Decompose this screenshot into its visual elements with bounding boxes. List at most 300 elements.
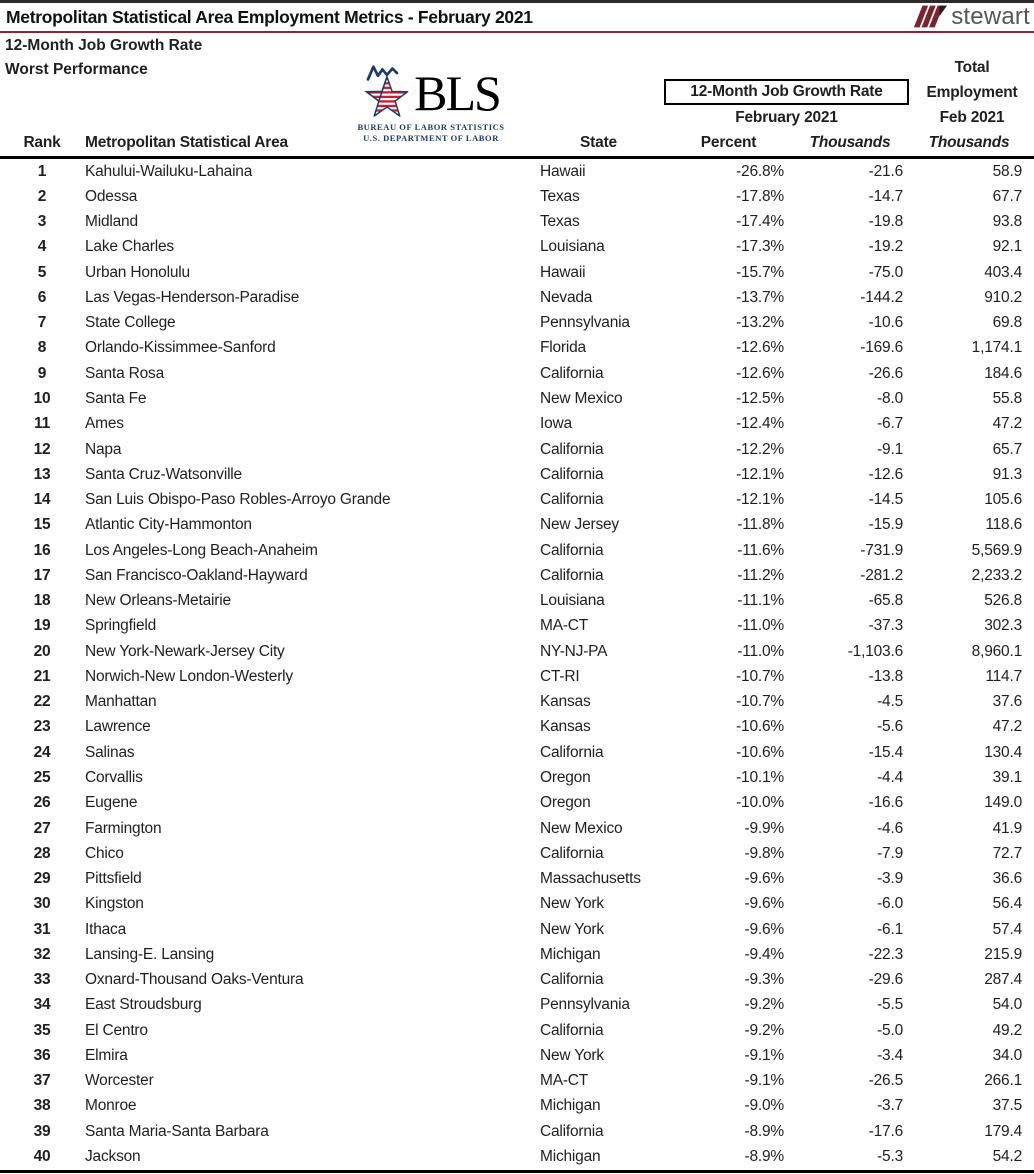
state-cell: Hawaii <box>540 263 586 281</box>
table-row <box>0 715 1034 740</box>
bls-acronym: BLS <box>414 64 500 121</box>
percent-cell: -9.6% <box>744 895 784 913</box>
percent-cell: -11.1% <box>737 592 784 610</box>
state-cell: MA-CT <box>540 617 589 635</box>
msa-cell: Napa <box>85 440 122 458</box>
bls-bureau-line: BUREAU OF LABOR STATISTICS <box>357 122 505 132</box>
rank-cell: 19 <box>33 617 51 635</box>
state-cell: Texas <box>540 213 580 231</box>
percent-cell: -26.8% <box>736 162 784 180</box>
rank-cell: 17 <box>33 566 51 584</box>
thousands-cell: -3.4 <box>877 1046 903 1064</box>
state-cell: New Mexico <box>540 819 623 837</box>
thousands-cell: -731.9 <box>860 541 903 559</box>
table-row <box>0 765 1034 790</box>
rank-cell: 25 <box>33 769 51 786</box>
rank-cell: 28 <box>33 844 51 862</box>
thousands-cell: -1,103.6 <box>847 642 903 660</box>
table-row <box>0 639 1034 664</box>
percent-cell: -12.6% <box>736 339 784 357</box>
msa-cell: New York-Newark-Jersey City <box>85 642 285 660</box>
state-cell: NY-NJ-PA <box>540 642 608 660</box>
thousands-cell: -5.0 <box>877 1021 903 1039</box>
total-employment-cell: 34.0 <box>992 1046 1022 1064</box>
thousands-cell: -8.0 <box>877 390 903 408</box>
msa-cell: Worcester <box>85 1072 154 1090</box>
table-row <box>0 159 1034 184</box>
table-row <box>0 866 1034 891</box>
total-employment-cell: 149.0 <box>984 794 1022 812</box>
rank-cell: 35 <box>33 1021 51 1039</box>
total-employment-cell: 36.6 <box>992 870 1022 888</box>
thousands-cell: -5.6 <box>877 718 903 736</box>
rank-cell: 37 <box>33 1072 51 1090</box>
rank-cell: 9 <box>37 364 47 382</box>
rank-cell: 27 <box>33 819 51 837</box>
total-employment-cell: 58.9 <box>992 162 1022 180</box>
thousands-cell: -19.8 <box>868 213 903 231</box>
table-row <box>0 487 1034 512</box>
table-row <box>0 437 1034 462</box>
bls-logo <box>356 64 506 143</box>
total-employment-cell: 69.8 <box>992 314 1022 332</box>
table-row <box>0 1094 1034 1119</box>
thousands-cell: -281.2 <box>860 566 903 584</box>
table-row <box>0 462 1034 487</box>
state-cell: Nevada <box>540 288 593 306</box>
msa-cell: Pittsfield <box>85 870 142 888</box>
table-row <box>0 968 1034 993</box>
state-cell: Florida <box>540 339 586 357</box>
percent-cell: -9.0% <box>744 1097 784 1115</box>
thousands-cell: -3.9 <box>877 870 903 888</box>
thousands-cell: -4.6 <box>877 819 903 837</box>
rank-cell: 11 <box>34 415 50 433</box>
page-title: Metropolitan Statistical Area Employment Metrics - February 2021 <box>6 7 533 27</box>
total-employment-cell: 55.8 <box>992 390 1022 408</box>
thousands-cell: -9.1 <box>877 440 903 458</box>
total-employment-cell: 49.2 <box>992 1021 1022 1039</box>
thousands-cell: -22.3 <box>868 945 903 963</box>
total-employment-cell: 65.7 <box>992 440 1022 458</box>
msa-cell: Los Angeles-Long Beach-Anaheim <box>85 541 318 559</box>
percent-cell: -9.2% <box>744 996 784 1014</box>
msa-cell: Salinas <box>85 743 135 761</box>
table-row <box>0 1043 1034 1068</box>
table-row <box>0 386 1034 411</box>
total-employment-cell: 266.1 <box>984 1072 1022 1090</box>
rank-cell: 7 <box>37 314 47 332</box>
state-cell: Oregon <box>540 769 591 786</box>
msa-cell: Midland <box>85 213 138 231</box>
table-row <box>0 260 1034 285</box>
percent-cell: -9.1% <box>744 1072 784 1090</box>
rank-cell: 6 <box>37 288 47 306</box>
percent-cell: -17.8% <box>736 187 784 205</box>
percent-cell: -11.6% <box>737 541 784 559</box>
msa-cell: Eugene <box>85 794 138 812</box>
total-employment-cell: 39.1 <box>992 769 1022 786</box>
total-employment-cell: 910.2 <box>984 288 1022 306</box>
table-row <box>0 589 1034 614</box>
msa-cell: Farmington <box>85 819 162 837</box>
percent-cell: -12.5% <box>736 390 784 408</box>
rank-cell: 18 <box>33 592 51 610</box>
table-row <box>0 311 1034 336</box>
rank-cell: 22 <box>33 693 51 711</box>
stewart-wordmark: stewart <box>951 2 1030 30</box>
column-header-total-thousands: Thousands <box>928 134 1010 151</box>
state-cell: California <box>540 1122 604 1140</box>
total-employment-cell: 93.8 <box>992 213 1022 231</box>
total-employment-cell: 1,174.1 <box>971 339 1022 357</box>
state-cell: California <box>540 491 604 509</box>
total-employment-cell: 526.8 <box>984 592 1022 610</box>
thousands-cell: -6.1 <box>877 920 903 938</box>
table-row <box>0 841 1034 866</box>
thousands-cell: -6.7 <box>877 415 903 433</box>
rank-cell: 12 <box>33 440 51 458</box>
table-row <box>0 993 1034 1018</box>
column-header-growth-thousands: Thousands <box>809 134 891 151</box>
state-cell: Kansas <box>540 693 591 711</box>
percent-cell: -9.6% <box>744 870 784 888</box>
msa-cell: Manhattan <box>85 693 157 711</box>
total-employment-cell: 118.6 <box>985 516 1022 534</box>
state-cell: Michigan <box>540 1147 601 1165</box>
msa-cell: Lake Charles <box>85 238 174 256</box>
msa-cell: Urban Honolulu <box>85 263 190 281</box>
state-cell: Iowa <box>540 415 572 433</box>
total-employment-cell: 92.1 <box>992 238 1022 256</box>
total-employment-cell: 56.4 <box>992 895 1022 913</box>
msa-cell: Kingston <box>85 895 144 913</box>
rank-cell: 2 <box>37 187 47 205</box>
table-row <box>0 614 1034 639</box>
thousands-cell: -26.5 <box>868 1072 903 1090</box>
column-header-rank: Rank <box>23 134 61 151</box>
table-row <box>0 336 1034 361</box>
table-row <box>0 740 1034 765</box>
growth-rate-group-header: 12-Month Job Growth Rate <box>664 79 909 105</box>
rank-cell: 34 <box>33 996 51 1014</box>
rank-cell: 16 <box>33 541 51 559</box>
total-employment-cell: 184.6 <box>984 364 1022 382</box>
total-employment-cell: 54.0 <box>992 996 1022 1014</box>
column-header-msa: Metropolitan Statistical Area <box>85 134 288 151</box>
thousands-cell: -19.2 <box>868 238 903 256</box>
stewart-logo <box>912 4 1030 29</box>
rank-cell: 26 <box>33 794 51 812</box>
percent-cell: -10.6% <box>736 718 784 736</box>
table-row <box>0 1144 1034 1169</box>
msa-cell: Ithaca <box>85 920 127 938</box>
total-employment-cell: 37.6 <box>992 693 1022 711</box>
percent-cell: -10.7% <box>736 667 784 685</box>
thousands-cell: -6.0 <box>877 895 903 913</box>
column-header-employment: Employment <box>926 84 1018 101</box>
state-cell: Michigan <box>540 1097 601 1115</box>
rank-cell: 31 <box>33 920 51 938</box>
title-divider-rule <box>0 31 1034 33</box>
percent-cell: -10.6% <box>736 743 784 761</box>
table-row <box>0 664 1034 689</box>
state-cell: Hawaii <box>540 162 586 180</box>
state-cell: California <box>540 465 604 483</box>
state-cell: New York <box>540 1046 604 1064</box>
thousands-cell: -14.7 <box>868 187 903 205</box>
table-row <box>0 285 1034 310</box>
column-header-total: Total <box>954 59 990 76</box>
thousands-cell: -14.5 <box>868 491 903 509</box>
total-employment-cell: 287.4 <box>984 971 1022 989</box>
table-row <box>0 563 1034 588</box>
rank-cell: 23 <box>33 718 51 736</box>
rank-cell: 33 <box>33 971 51 989</box>
percent-cell: -9.9% <box>744 819 784 837</box>
msa-cell: San Francisco-Oakland-Hayward <box>85 566 308 584</box>
msa-cell: San Luis Obispo-Paso Robles-Arroyo Grande <box>85 491 391 509</box>
thousands-cell: -4.5 <box>877 693 903 711</box>
rank-cell: 29 <box>33 870 51 888</box>
growth-period-header: February 2021 <box>735 109 838 126</box>
percent-cell: -10.0% <box>736 794 784 812</box>
total-employment-cell: 403.4 <box>984 263 1022 281</box>
thousands-cell: -144.2 <box>860 288 903 306</box>
rank-cell: 21 <box>33 667 51 685</box>
table-row <box>0 513 1034 538</box>
table-row <box>0 1069 1034 1094</box>
msa-cell: Orlando-Kissimmee-Sanford <box>85 339 276 357</box>
bls-logo-row <box>356 64 506 122</box>
table-row <box>0 690 1034 715</box>
percent-cell: -11.2% <box>737 566 784 584</box>
percent-cell: -10.1% <box>736 769 784 786</box>
thousands-cell: -26.6 <box>868 364 903 382</box>
rank-cell: 36 <box>33 1046 51 1064</box>
percent-cell: -9.1% <box>744 1046 784 1064</box>
table-row <box>0 184 1034 209</box>
percent-cell: -12.6% <box>736 364 784 382</box>
employment-table-body <box>0 159 1034 1170</box>
msa-cell: Oxnard-Thousand Oaks-Ventura <box>85 971 304 989</box>
bls-star-icon <box>362 64 412 122</box>
rank-cell: 13 <box>33 465 51 483</box>
percent-cell: -13.7% <box>736 288 784 306</box>
thousands-cell: -16.6 <box>868 794 903 812</box>
percent-cell: -12.1% <box>736 491 784 509</box>
thousands-cell: -15.4 <box>868 743 903 761</box>
percent-cell: -15.7% <box>736 263 784 281</box>
table-row <box>0 235 1034 260</box>
msa-cell: Jackson <box>85 1147 141 1165</box>
thousands-cell: -29.6 <box>868 971 903 989</box>
state-cell: New York <box>540 895 604 913</box>
msa-cell: El Centro <box>85 1021 148 1039</box>
state-cell: New York <box>540 920 604 938</box>
state-cell: Massachusetts <box>540 870 641 888</box>
total-employment-cell: 5,569.9 <box>971 541 1022 559</box>
table-row <box>0 412 1034 437</box>
msa-cell: New Orleans-Metairie <box>85 592 231 610</box>
total-employment-cell: 2,233.2 <box>971 566 1022 584</box>
thousands-cell: -169.6 <box>860 339 903 357</box>
msa-cell: State College <box>85 314 176 332</box>
state-cell: Pennsylvania <box>540 314 630 332</box>
state-cell: California <box>540 364 604 382</box>
percent-cell: -8.9% <box>744 1147 784 1165</box>
rank-cell: 4 <box>37 238 47 256</box>
state-cell: Texas <box>540 187 580 205</box>
percent-cell: -9.2% <box>744 1021 784 1039</box>
percent-cell: -10.7% <box>736 693 784 711</box>
state-cell: New Jersey <box>540 516 619 534</box>
rank-cell: 30 <box>33 895 51 913</box>
total-employment-cell: 72.7 <box>992 844 1022 862</box>
thousands-cell: -65.8 <box>868 592 903 610</box>
column-header-percent: Percent <box>700 134 757 151</box>
msa-cell: Elmira <box>85 1046 128 1064</box>
report-subtitle-line2: Worst Performance <box>5 61 148 78</box>
percent-cell: -11.0% <box>737 617 784 635</box>
msa-cell: Santa Rosa <box>85 364 164 382</box>
percent-cell: -9.3% <box>744 971 784 989</box>
percent-cell: -9.6% <box>744 920 784 938</box>
percent-cell: -17.4% <box>736 213 784 231</box>
thousands-cell: -4.4 <box>877 769 903 786</box>
table-row <box>0 892 1034 917</box>
rank-cell: 10 <box>33 390 51 408</box>
report-subtitle-line1: 12-Month Job Growth Rate <box>5 37 203 54</box>
table-row <box>0 210 1034 235</box>
state-cell: MA-CT <box>540 1072 589 1090</box>
total-employment-cell: 179.4 <box>984 1122 1022 1140</box>
state-cell: Louisiana <box>540 592 605 610</box>
percent-cell: -13.2% <box>736 314 784 332</box>
msa-cell: Lawrence <box>85 718 151 736</box>
thousands-cell: -7.9 <box>877 844 903 862</box>
msa-cell: East Stroudsburg <box>85 996 202 1014</box>
rank-cell: 14 <box>33 491 51 509</box>
table-row <box>0 942 1034 967</box>
bls-department-line: U.S. DEPARTMENT OF LABOR <box>363 132 499 143</box>
state-cell: California <box>540 743 604 761</box>
rank-cell: 5 <box>37 263 47 281</box>
total-period-header: Feb 2021 <box>939 109 1005 126</box>
percent-cell: -9.4% <box>744 945 784 963</box>
msa-cell: Chico <box>85 844 124 862</box>
percent-cell: -12.1% <box>736 465 784 483</box>
msa-cell: Santa Maria-Santa Barbara <box>85 1122 269 1140</box>
state-cell: California <box>540 541 604 559</box>
rank-cell: 3 <box>37 213 47 231</box>
thousands-cell: -75.0 <box>868 263 903 281</box>
total-employment-cell: 37.5 <box>992 1097 1022 1115</box>
rank-cell: 8 <box>37 339 47 357</box>
bottom-border-rule <box>0 1170 1034 1173</box>
rank-cell: 15 <box>33 516 51 534</box>
thousands-cell: -5.5 <box>877 996 903 1014</box>
thousands-cell: -3.7 <box>877 1097 903 1115</box>
percent-cell: -11.8% <box>737 516 784 534</box>
state-cell: New Mexico <box>540 390 623 408</box>
state-cell: California <box>540 1021 604 1039</box>
table-row <box>0 917 1034 942</box>
thousands-cell: -10.6 <box>868 314 903 332</box>
thousands-cell: -13.8 <box>868 667 903 685</box>
msa-cell: Las Vegas-Henderson-Paradise <box>85 288 300 306</box>
msa-cell: Springfield <box>85 617 157 635</box>
msa-cell: Monroe <box>85 1097 137 1115</box>
state-cell: CT-RI <box>540 667 580 685</box>
state-cell: California <box>540 844 604 862</box>
table-row <box>0 816 1034 841</box>
msa-cell: Kahului-Wailuku-Lahaina <box>85 162 253 180</box>
rank-cell: 32 <box>33 945 51 963</box>
msa-cell: Norwich-New London-Westerly <box>85 667 293 685</box>
msa-cell: Lansing-E. Lansing <box>85 945 215 963</box>
percent-cell: -11.0% <box>737 642 784 660</box>
msa-cell: Santa Fe <box>85 390 147 408</box>
msa-cell: Atlantic City-Hammonton <box>85 516 252 534</box>
rank-cell: 24 <box>33 743 51 761</box>
state-cell: California <box>540 971 604 989</box>
total-employment-cell: 47.2 <box>992 415 1022 433</box>
state-cell: California <box>540 440 604 458</box>
total-employment-cell: 130.4 <box>984 743 1022 761</box>
state-cell: California <box>540 566 604 584</box>
state-cell: Louisiana <box>540 238 605 256</box>
stewart-slashes-icon <box>912 4 948 29</box>
column-header-state: State <box>580 134 617 151</box>
thousands-cell: -37.3 <box>868 617 903 635</box>
rank-cell: 40 <box>33 1147 51 1165</box>
msa-cell: Corvallis <box>85 769 143 786</box>
rank-cell: 39 <box>33 1122 51 1140</box>
total-employment-cell: 215.9 <box>984 945 1022 963</box>
thousands-cell: -21.6 <box>868 162 903 180</box>
msa-cell: Santa Cruz-Watsonville <box>85 465 242 483</box>
table-row <box>0 791 1034 816</box>
thousands-cell: -5.3 <box>877 1147 903 1165</box>
percent-cell: -9.8% <box>744 844 784 862</box>
thousands-cell: -17.6 <box>868 1122 903 1140</box>
total-employment-cell: 67.7 <box>992 187 1022 205</box>
total-employment-cell: 302.3 <box>984 617 1022 635</box>
total-employment-cell: 47.2 <box>992 718 1022 736</box>
table-row <box>0 361 1034 386</box>
total-employment-cell: 8,960.1 <box>971 642 1022 660</box>
state-cell: Kansas <box>540 718 591 736</box>
total-employment-cell: 57.4 <box>992 920 1022 938</box>
table-row <box>0 538 1034 563</box>
total-employment-cell: 41.9 <box>992 819 1022 837</box>
total-employment-cell: 114.7 <box>985 667 1022 685</box>
rank-cell: 38 <box>33 1097 51 1115</box>
total-employment-cell: 105.6 <box>984 491 1022 509</box>
percent-cell: -8.9% <box>744 1122 784 1140</box>
top-border-rule <box>0 0 1034 3</box>
total-employment-cell: 54.2 <box>992 1147 1022 1165</box>
percent-cell: -12.4% <box>736 415 784 433</box>
total-employment-cell: 91.3 <box>992 465 1022 483</box>
percent-cell: -17.3% <box>736 238 784 256</box>
msa-cell: Odessa <box>85 187 138 205</box>
thousands-cell: -12.6 <box>868 465 903 483</box>
thousands-cell: -15.9 <box>868 516 903 534</box>
rank-cell: 1 <box>37 162 47 180</box>
table-row <box>0 1119 1034 1144</box>
